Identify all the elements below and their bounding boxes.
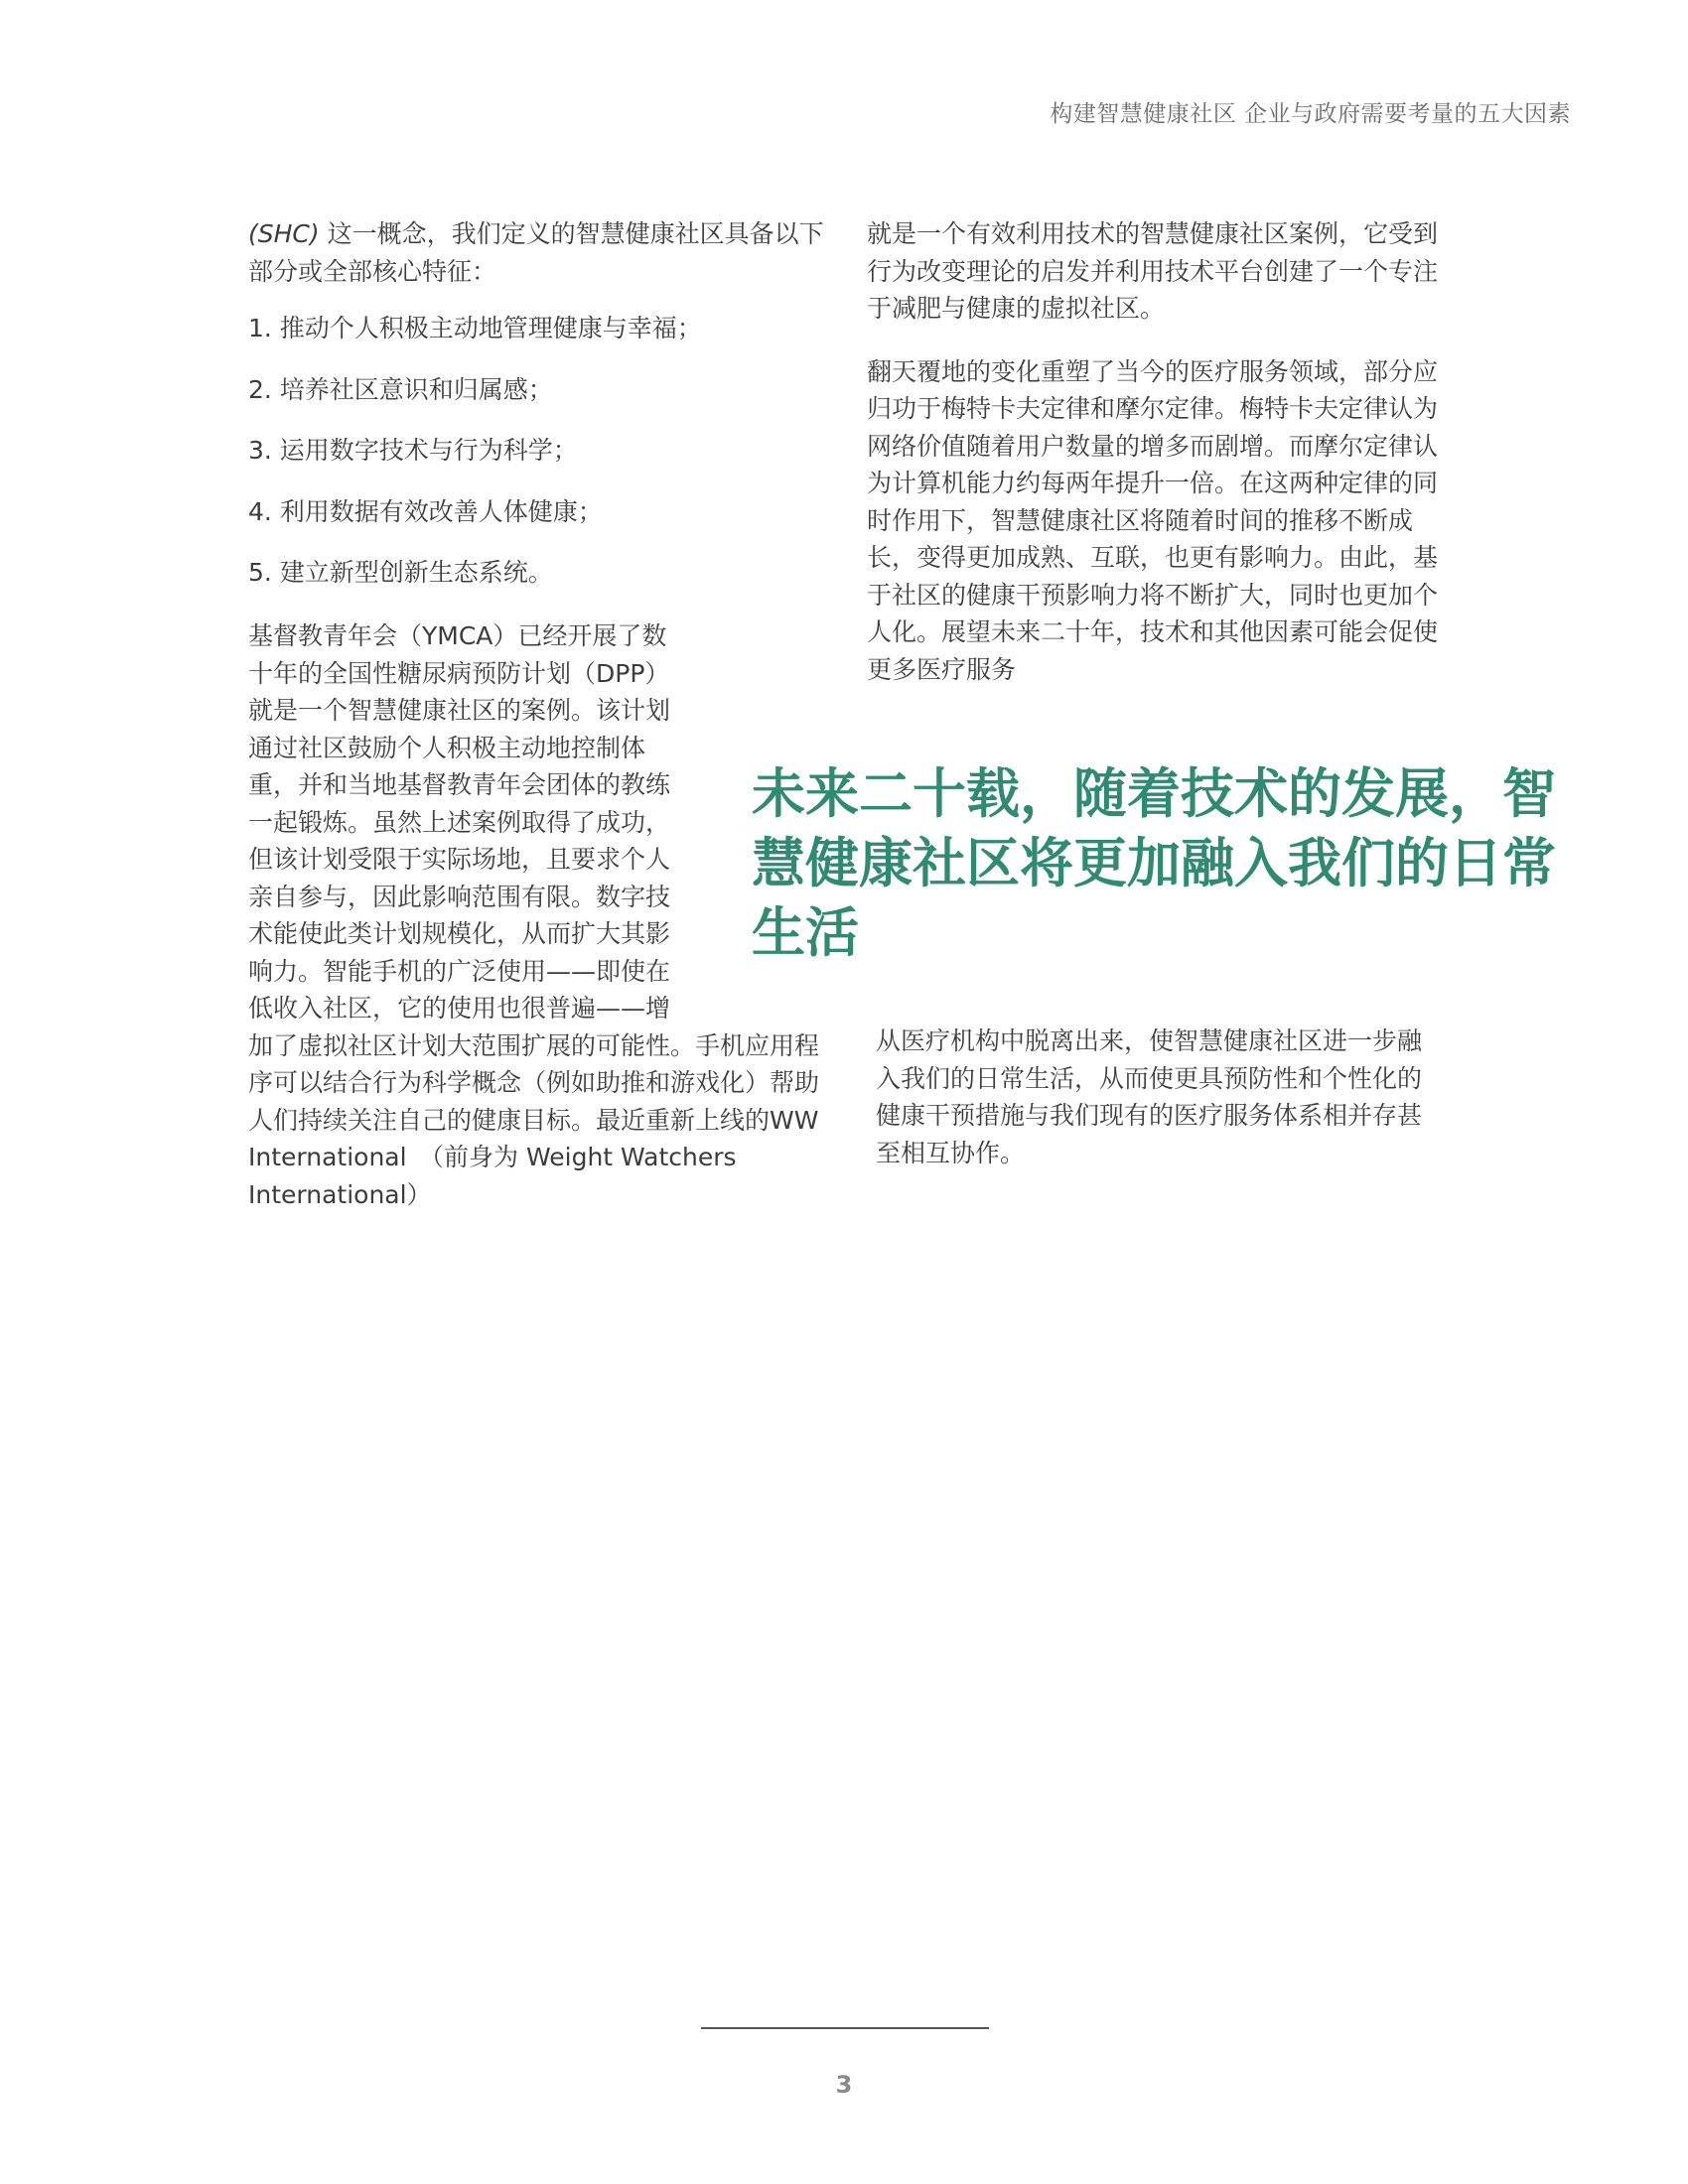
footer-divider bbox=[701, 2027, 989, 2029]
ww-paragraph: 就是一个有效利用技术的智慧健康社区案例，它受到行为改变理论的启发并利用技术平台创建了一个专注于减肥与健康的虚拟社区。 bbox=[867, 219, 1439, 323]
list-item: 2. 培养社区意识和归属感； bbox=[248, 374, 553, 404]
ymca-paragraph: 基督教青年会（YMCA）已经开展了数十年的全国性糖尿病预防计划（DPP）就是一个智慧健康社区的案例。该计划通过社区鼓励个人积极主动地控制体重，并和当地基督教青年会团体的教练一起锻炼。虽然上述案例取得了成功，但该计划受限于实际场地，且要求个人亲自参与，因此影响范围有限。数字技术能使此类计划规模化，从而扩大其影响力。智能手机的广泛使用——即使在低收入社区，它的使用也很普遍——增加了虚拟社区计划大范围扩展的可能性。手机应用程序可以结合行为科学概念（例如助推和游戏化）帮助人们持续关注自己的健康目标。最近重新上线的WW International （前身为 Weight Watchers International） bbox=[248, 621, 820, 1209]
laws-paragraph: 翻天覆地的变化重塑了当今的医疗服务领域，部分应归功于梅特卡夫定律和摩尔定律。梅特卡夫定律认为网络价值随着用户数量的增多而剧增。而摩尔定律认为计算机能力约每两年提升一倍。在这两种定律的同时作用下，智慧健康社区将随着时间的推移不断成长，变得更加成熟、互联，也更有影响力。由此，基于社区的健康干预影响力将不断扩大，同时也更加个人化。展望未来二十年，技术和其他因素可能会促使更多医疗服务 bbox=[867, 356, 1439, 684]
running-header: 构建智慧健康社区 企业与政府需要考量的五大因素 bbox=[1050, 101, 1571, 127]
pull-quote: 未来二十载，随着技术的发展，智慧健康社区将更加融入我们的日常生活 bbox=[752, 762, 1556, 964]
list-item: 4. 利用数据有效改善人体健康； bbox=[248, 496, 603, 526]
shc-abbreviation: (SHC) bbox=[248, 219, 320, 248]
right-column-top bbox=[867, 215, 1438, 688]
intro-text: 这一概念，我们定义的智慧健康社区具备以下部分或全部核心特征： bbox=[248, 219, 824, 286]
list-item: 1. 推动个人积极主动地管理健康与幸福； bbox=[248, 314, 702, 342]
list-item: 3. 运用数字技术与行为科学； bbox=[248, 436, 578, 465]
conclusion-paragraph: 从医疗机构中脱离出来，使智慧健康社区进一步融入我们的日常生活，从而使更具预防性和个性化的健康干预措施与我们现有的医疗服务体系相并存甚至相互协作。 bbox=[876, 1026, 1423, 1167]
right-column-bottom bbox=[876, 1023, 1432, 1171]
left-column-paragraph bbox=[248, 617, 824, 1213]
list-item: 5. 建立新型创新生态系统。 bbox=[248, 558, 553, 587]
page-number: 3 bbox=[835, 2071, 853, 2099]
left-column-top bbox=[248, 215, 834, 592]
intro-paragraph bbox=[248, 215, 834, 290]
